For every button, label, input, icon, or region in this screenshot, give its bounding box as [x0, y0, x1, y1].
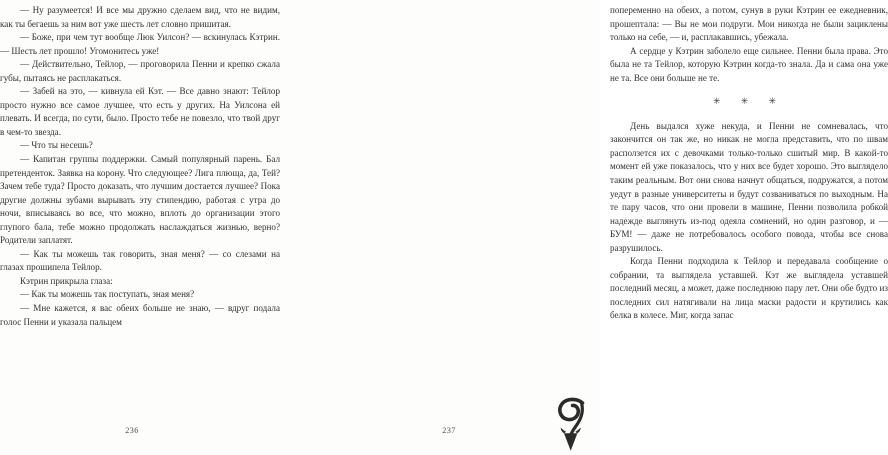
page-number-right: 237 [442, 426, 456, 435]
paragraph: — Боже, при чем тут вообще Люк Уилсон? — вскинулась Кэтрин. — Шесть лет прошло! Угомонитесь уже! [0, 32, 280, 56]
left-page-textblock [0, 4, 280, 329]
right-page [300, 0, 888, 455]
paragraph: — Капитан группы поддержки. Самый популярный парень. Бал претенденток. Заявка на корону. Что следующее? Лига плюща, да, Тей? Зачем тебе туда? Просто доказать, что лучшим достается лучшее? Пока другие должны зубами вырывать эту стипендию, работая с утра до ночи, вписываясь во все, что можно, вплоть до организации этого глупого бала, тебе можно продолжать наслаждаться жизнью, верно? Родители заплатят. [0, 154, 280, 246]
paragraph-continuation: попеременно на обеих, а потом, сунув в руки Кэтрин ее ежедневник, прошептала: — Вы не мои подруги. Мои никогда не были зациклены только на себе, — и, расплакавшись, убежала. [610, 5, 888, 43]
paragraph: Когда Пенни подходила к Тейлор и передавала сообщение о собрании, та выглядела уставшей. Кэт же выглядела уставшей последний месяц, а может, даже последнюю пару лет. Они обе будто из последних сил натягивали на лица маски радости и крутились как белка в колесе. Миг, когда запас [610, 256, 888, 321]
paragraph: Кэтрин прикрыла глаза: [20, 275, 113, 286]
paragraph: — Действительно, Тейлор, — проговорила Пенни и крепко сжала губы, пытаясь не расплакаться. [0, 59, 280, 83]
paragraph: А сердце у Кэтрин заболело еще сильнее. Пенни была права. Это была не та Тейлор, которую Кэтрин когда-то знала. Да и сама она уже не та. Все они больше не те. [610, 45, 888, 83]
paragraph: — Ну разумеется! И все мы дружно сделаем вид, что не видим, как ты бегаешь за ним вот уже шесть лет словно пришитая. [0, 5, 280, 29]
paragraph: — Как ты можешь так поступать, зная меня? [20, 289, 195, 300]
curved-arrow-ornament-icon [552, 397, 596, 453]
paragraph: — Что ты несешь? [20, 140, 93, 151]
right-page-textblock [610, 4, 888, 323]
left-page [0, 0, 300, 455]
paragraph: — Как ты можешь так говорить, зная меня? — со слезами на глазах прошипела Тейлор. [0, 248, 280, 273]
paragraph: — Мне кажется, я вас обеих больше не знаю, — вдруг подала голос Пенни и указала пальцем [0, 303, 280, 327]
paragraph: День выдался хуже некуда, и Пенни не сомневалась, что закончится он так же, но никак не могла представить, что по швам расползется их с девочками только-только сшитый мир. В какой-то момент ей уже показалось, что у них все будет хорошо. Это выглядело таким реальным. Вот они снова начнут общаться, подружатся, а потом уедут в разные университеты и будут созваниваться по выходным. На те пару часов, что они провели в машине, Пенни позволила робкой надежде выглянуть из-под одеяла сомнений, но один разговор, и — БУМ! — даже не потребовалось особого повода, чтобы все снова разрушилось. [610, 120, 888, 253]
section-divider-asterism: ✳ ✳ ✳ [712, 96, 786, 107]
paragraph: — Забей на это, — кивнула ей Кэт. — Все давно знают: Тейлор просто нужно все самое лучшее, что есть у других. На Уилсона ей плевать. И всегда, по сути, было. Просто тебе не повезло, что твой друг в чем-то звезда. [0, 86, 280, 137]
page-number-left: 236 [125, 426, 139, 435]
